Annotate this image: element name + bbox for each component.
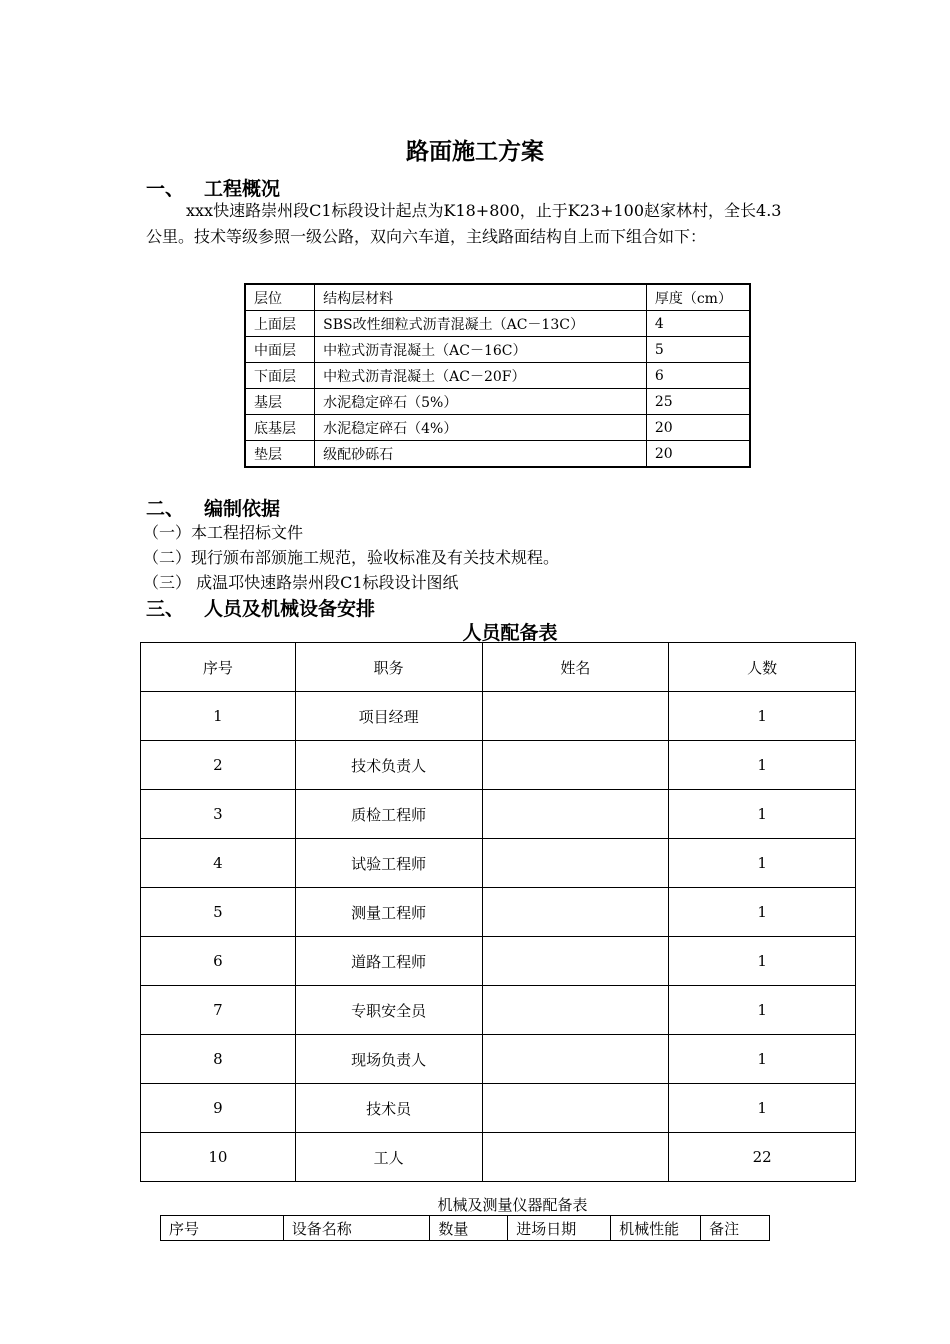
table-cell: 5	[646, 337, 750, 363]
table-cell: 质检工程师	[295, 790, 482, 839]
table-cell: 道路工程师	[295, 937, 482, 986]
table-cell: 水泥稳定碎石（4%）	[315, 415, 647, 441]
section-number: 二、	[146, 498, 185, 520]
table-cell: 工人	[295, 1133, 482, 1182]
table-cell: 1	[669, 839, 856, 888]
table-cell: 6	[646, 363, 750, 389]
table-row	[141, 1035, 856, 1084]
table-cell: 7	[141, 986, 296, 1035]
table-row	[141, 692, 856, 741]
section-title: 编制依据	[204, 498, 281, 520]
table-cell: 3	[141, 790, 296, 839]
overview-paragraph-line-1: xxx快速路崇州段C1标段设计起点为K18+800，止于K23+100赵家林村，全长4.3	[186, 201, 782, 220]
basis-item-1: （一）本工程招标文件	[143, 523, 304, 542]
equipment-table	[160, 1215, 770, 1241]
table-cell: 1	[141, 692, 296, 741]
table-cell: 20	[646, 441, 750, 468]
table-cell: 1	[669, 986, 856, 1035]
table-cell: 22	[669, 1133, 856, 1182]
table-cell: 基层	[245, 389, 315, 415]
section-heading-basis	[146, 494, 280, 521]
table-row	[245, 415, 750, 441]
table-cell: 10	[141, 1133, 296, 1182]
table-cell: 4	[141, 839, 296, 888]
table-cell: 人数	[669, 643, 856, 692]
table-cell: 层位	[245, 284, 315, 311]
table-cell: 垫层	[245, 441, 315, 468]
table-cell: 技术员	[295, 1084, 482, 1133]
table-cell: 上面层	[245, 311, 315, 337]
table-row	[245, 363, 750, 389]
table-cell: 9	[141, 1084, 296, 1133]
table-cell	[482, 839, 669, 888]
section-number: 三、	[146, 598, 185, 620]
table-cell: 8	[141, 1035, 296, 1084]
table-row	[141, 790, 856, 839]
table-row	[245, 311, 750, 337]
table-row	[141, 1084, 856, 1133]
table-row	[141, 937, 856, 986]
table-cell: 级配砂砾石	[315, 441, 647, 468]
table-row	[141, 1133, 856, 1182]
staff-table	[140, 642, 856, 1182]
table-cell: 水泥稳定碎石（5%）	[315, 389, 647, 415]
table-cell: 数量	[430, 1216, 508, 1241]
section-heading-overview	[146, 174, 280, 201]
table-cell: 职务	[295, 643, 482, 692]
table-row	[141, 839, 856, 888]
table-cell: 中粒式沥青混凝土（AC－20F）	[315, 363, 647, 389]
table-cell: 1	[669, 1035, 856, 1084]
table-row	[141, 986, 856, 1035]
table-cell: 专职安全员	[295, 986, 482, 1035]
table-cell: 机械性能	[611, 1216, 701, 1241]
table-cell: 20	[646, 415, 750, 441]
table-cell: 序号	[161, 1216, 284, 1241]
table-cell: 1	[669, 888, 856, 937]
table-cell: 4	[646, 311, 750, 337]
table-cell: 测量工程师	[295, 888, 482, 937]
table-cell: 姓名	[482, 643, 669, 692]
table-header-row	[141, 643, 856, 692]
basis-item-2: （二）现行颁布部颁施工规范，验收标准及有关技术规程。	[143, 548, 560, 567]
equipment-table-caption: 机械及测量仪器配备表	[437, 1196, 588, 1214]
table-cell: 厚度（cm）	[646, 284, 750, 311]
table-cell	[482, 888, 669, 937]
table-cell	[482, 1084, 669, 1133]
table-cell: 2	[141, 741, 296, 790]
overview-paragraph-line-2: 公里。技术等级参照一级公路，双向六车道，主线路面结构自上而下组合如下：	[146, 227, 707, 246]
table-cell: 25	[646, 389, 750, 415]
basis-item-3: （三） 成温邛快速路崇州段C1标段设计图纸	[143, 573, 459, 592]
table-cell: 底基层	[245, 415, 315, 441]
table-cell: 下面层	[245, 363, 315, 389]
table-row	[245, 441, 750, 468]
table-row	[245, 337, 750, 363]
table-cell: 1	[669, 937, 856, 986]
table-cell: 备注	[701, 1216, 770, 1241]
table-cell	[482, 1035, 669, 1084]
table-cell: 试验工程师	[295, 839, 482, 888]
table-cell: 中粒式沥青混凝土（AC－16C）	[315, 337, 647, 363]
table-cell: 技术负责人	[295, 741, 482, 790]
table-cell: 1	[669, 790, 856, 839]
staff-table-caption: 人员配备表	[462, 622, 558, 644]
table-cell: 进场日期	[508, 1216, 611, 1241]
pavement-structure-table	[244, 283, 751, 468]
section-title: 工程概况	[204, 178, 281, 200]
table-cell: 结构层材料	[315, 284, 647, 311]
table-cell: 序号	[141, 643, 296, 692]
table-cell: 1	[669, 692, 856, 741]
table-cell	[482, 1133, 669, 1182]
table-cell: 5	[141, 888, 296, 937]
table-cell: 中面层	[245, 337, 315, 363]
table-cell	[482, 986, 669, 1035]
table-cell: 项目经理	[295, 692, 482, 741]
section-heading-staffing	[146, 594, 375, 621]
table-cell	[482, 741, 669, 790]
table-row	[141, 741, 856, 790]
table-header-row	[245, 284, 750, 311]
table-cell	[482, 692, 669, 741]
table-cell: 现场负责人	[295, 1035, 482, 1084]
section-number: 一、	[146, 178, 185, 200]
table-header-row	[161, 1216, 770, 1241]
table-row	[245, 389, 750, 415]
table-cell: 1	[669, 741, 856, 790]
table-cell: SBS改性细粒式沥青混凝土（AC－13C）	[315, 311, 647, 337]
table-cell	[482, 790, 669, 839]
table-cell: 1	[669, 1084, 856, 1133]
table-row	[141, 888, 856, 937]
table-cell: 6	[141, 937, 296, 986]
page-title: 路面施工方案	[406, 139, 544, 165]
table-cell: 设备名称	[283, 1216, 430, 1241]
section-title: 人员及机械设备安排	[204, 598, 376, 620]
table-cell	[482, 937, 669, 986]
